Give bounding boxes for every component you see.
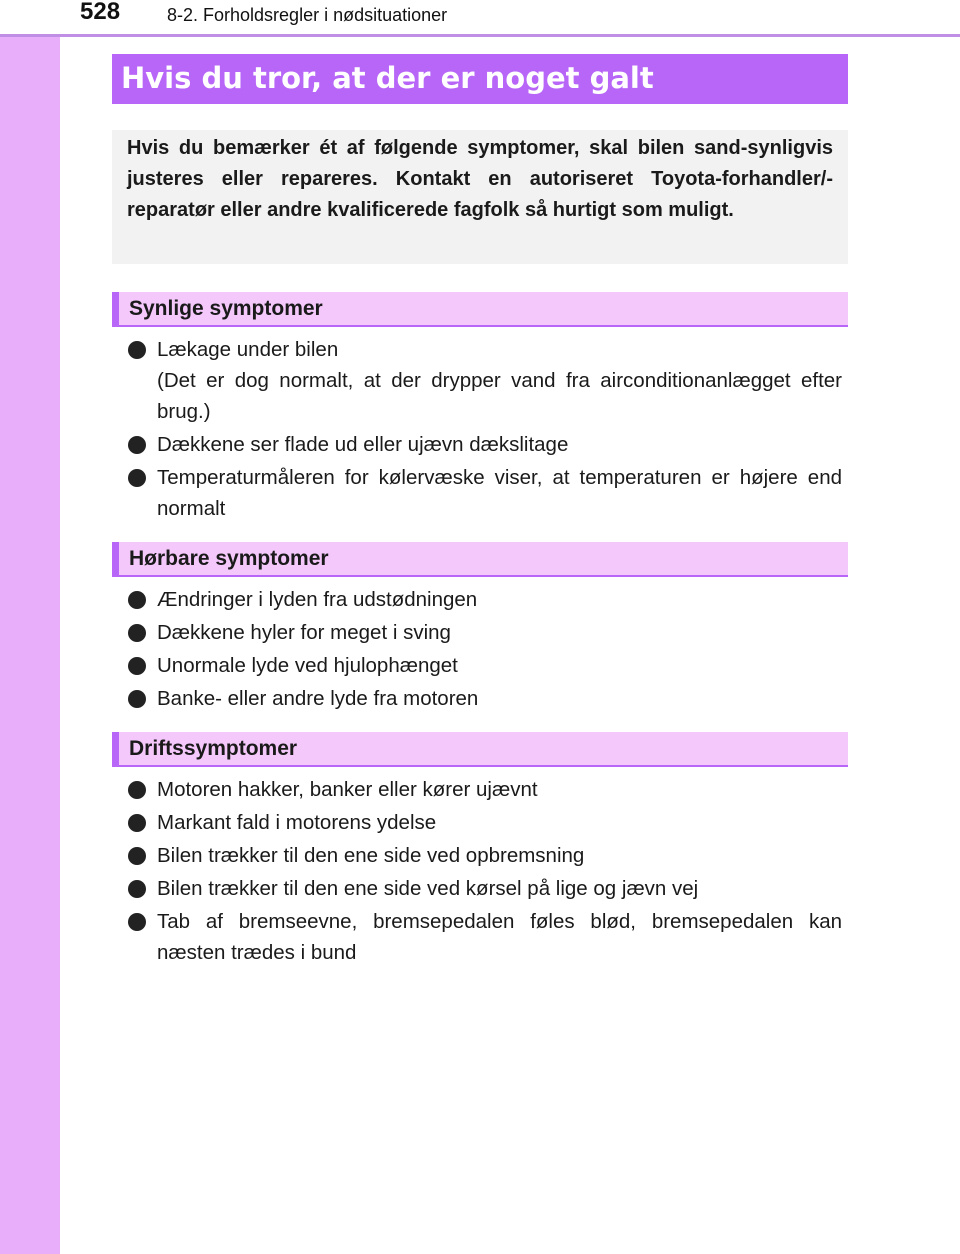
bullet-icon (128, 341, 146, 359)
side-tab-strip (0, 36, 60, 1254)
list-item (128, 807, 842, 838)
intro-text: Hvis du bemærker ét af følgende symptomer, skal bilen sand-synligvis justeres eller repareres. Kontakt en autoriseret Toyota-forhandler/-reparatør eller andre kvalificerede fagfolk så hurtigt som muligt. (127, 137, 833, 221)
bullet-icon (128, 913, 146, 931)
list-item (128, 584, 842, 615)
list-item (128, 683, 842, 714)
item-text: Markant fald i motorens ydelse (157, 811, 437, 834)
item-text: Lækage under bilen (157, 338, 339, 361)
visible-symptoms-list (128, 334, 842, 526)
intro-box (112, 130, 848, 264)
list-item (128, 617, 842, 648)
list-item (128, 840, 842, 871)
item-text: Bilen trækker til den ene side ved kørsel på lige og jævn vej (157, 877, 699, 900)
item-text: Banke- eller andre lyde fra motoren (157, 687, 479, 710)
bullet-icon (128, 624, 146, 642)
section-heading-audible: Hørbare symptomer (112, 542, 848, 577)
list-item (128, 462, 842, 524)
page-number: 528 (80, 0, 121, 25)
item-text: Bilen trækker til den ene side ved opbremsning (157, 844, 585, 867)
operational-symptoms-list (128, 774, 842, 970)
bullet-icon (128, 469, 146, 487)
list-item (128, 906, 842, 968)
item-note: (Det er dog normalt, at der drypper vand fra airconditionanlægget efter brug.) (157, 369, 842, 423)
bullet-icon (128, 591, 146, 609)
bullet-icon (128, 690, 146, 708)
running-header: 8-2. Forholdsregler i nødsituationer (167, 5, 448, 25)
audible-symptoms-list (128, 584, 842, 716)
bullet-icon (128, 880, 146, 898)
header-divider (0, 34, 960, 37)
bullet-icon (128, 781, 146, 799)
item-text: Dækkene hyler for meget i sving (157, 621, 451, 644)
section-heading-operational: Driftssymptomer (112, 732, 848, 767)
item-text: Unormale lyde ved hjulophænget (157, 654, 458, 677)
bullet-icon (128, 814, 146, 832)
item-text: Dækkene ser flade ud eller ujævn dækslitage (157, 433, 569, 456)
bullet-icon (128, 847, 146, 865)
list-item (128, 774, 842, 805)
item-text: Temperaturmåleren for kølervæske viser, at temperaturen er højere end normalt (157, 466, 842, 520)
bullet-icon (128, 657, 146, 675)
list-item (128, 429, 842, 460)
bullet-icon (128, 436, 146, 454)
section-heading-visible: Synlige symptomer (112, 292, 848, 327)
item-text: Ændringer i lyden fra udstødningen (157, 588, 478, 611)
page-title: Hvis du tror, at der er noget galt (112, 54, 848, 104)
list-item (128, 334, 842, 427)
item-text: Tab af bremseevne, bremsepedalen føles blød, bremsepedalen kan næsten trædes i bund (157, 910, 842, 964)
list-item (128, 650, 842, 681)
item-text: Motoren hakker, banker eller kører ujævnt (157, 778, 538, 801)
list-item (128, 873, 842, 904)
